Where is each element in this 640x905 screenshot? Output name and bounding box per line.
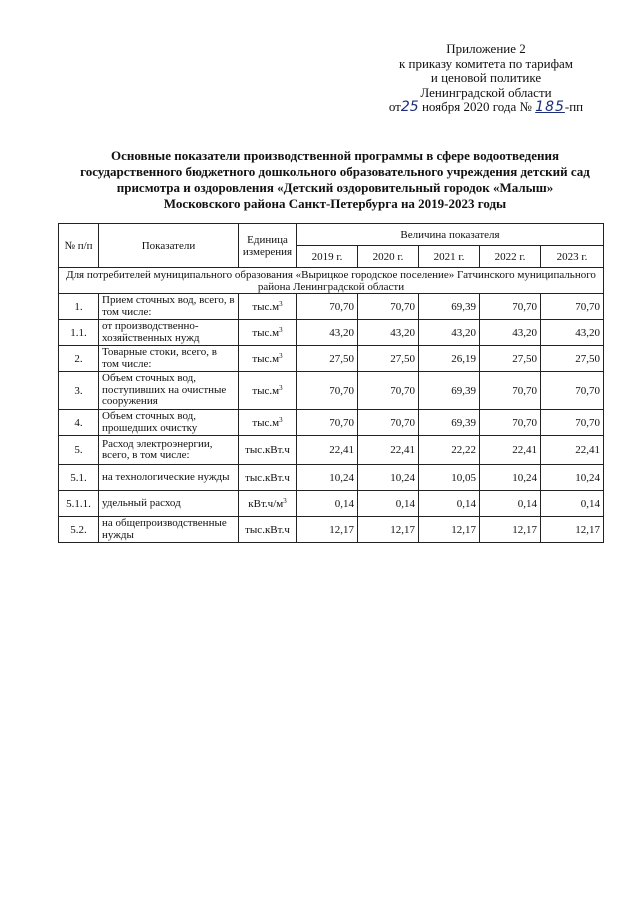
row-value: 43,20 (358, 320, 419, 346)
row-name: Товарные стоки, всего, в том числе: (99, 346, 239, 372)
row-value: 70,70 (541, 294, 604, 320)
row-value: 12,17 (358, 517, 419, 543)
table-row (59, 517, 604, 543)
order-middle: ноября 2020 года № (421, 99, 532, 114)
indicators-table (58, 223, 604, 543)
row-value: 70,70 (297, 294, 358, 320)
title-line-3: присмотра и оздоровления «Детский оздоровительный городок «Малыш» (116, 180, 554, 195)
header-unit: Единица измерения (239, 224, 297, 268)
row-unit: $тыс.м^3$ (239, 372, 297, 410)
table-row (59, 346, 604, 372)
row-value: 27,50 (541, 346, 604, 372)
row-unit: тыс.кВт.ч (239, 517, 297, 543)
attachment-line-2: к приказу комитета по тарифам (398, 55, 574, 71)
header-values: Величина показателя (297, 224, 604, 246)
row-unit: $тыс.м^3$ (239, 410, 297, 436)
title-line-2: государственного бюджетного дошкольного образовательного учреждения детский сад (80, 164, 590, 179)
row-name: Объем сточных вод, поступивших на очистные сооружения (99, 372, 239, 410)
row-value: 22,41 (541, 436, 604, 465)
row-num: 3. (59, 372, 99, 410)
row-value: 43,20 (419, 320, 480, 346)
row-value: 12,17 (480, 517, 541, 543)
row-num: 5.2. (59, 517, 99, 543)
row-num: 5. (59, 436, 99, 465)
header-year: 2020 г. (358, 246, 419, 268)
row-value: 69,39 (419, 294, 480, 320)
attachment-line-1: Приложение 2 (446, 41, 526, 56)
row-value: 70,70 (480, 372, 541, 410)
header-year: 2021 г. (419, 246, 480, 268)
row-value: 0,14 (419, 491, 480, 517)
row-name: от производственно-хозяйственных нужд (99, 320, 239, 346)
row-num: 4. (59, 410, 99, 436)
row-unit: тыс.кВт.ч (239, 436, 297, 465)
table-row (59, 320, 604, 346)
row-value: 0,14 (541, 491, 604, 517)
row-value: 0,14 (297, 491, 358, 517)
row-value: 22,41 (297, 436, 358, 465)
row-value: 43,20 (480, 320, 541, 346)
title-line-1: Основные показатели производственной программы в сфере водоотведения (111, 148, 559, 163)
attachment-line-4: Ленинградской области (420, 84, 552, 100)
row-name: Расход электроэнергии, всего, в том числе: (99, 436, 239, 465)
order-prefix: от (388, 99, 401, 114)
header-year: 2022 г. (480, 246, 541, 268)
row-value: 10,24 (297, 465, 358, 491)
row-value: 10,24 (358, 465, 419, 491)
header-year: 2023 г. (541, 246, 604, 268)
table-row (59, 294, 604, 320)
row-value: 69,39 (419, 410, 480, 436)
row-value: 27,50 (358, 346, 419, 372)
group-row: Для потребителей муниципального образования «Вырицкое городское поселение» Гатчинского муниципального района Ленинградской области (59, 268, 604, 294)
row-value: 10,24 (541, 465, 604, 491)
row-num: 1.1. (59, 320, 99, 346)
header-num: № п/п (59, 224, 99, 268)
row-value: 69,39 (419, 372, 480, 410)
table-row (59, 372, 604, 410)
table-row (59, 491, 604, 517)
row-unit: тыс.кВт.ч (239, 465, 297, 491)
row-value: 70,70 (358, 294, 419, 320)
attachment-block (376, 42, 596, 115)
order-day-handwritten: 25 (400, 99, 419, 115)
row-value: 10,05 (419, 465, 480, 491)
row-unit: $тыс.м^3$ (239, 320, 297, 346)
row-value: 43,20 (297, 320, 358, 346)
row-num: 5.1.1. (59, 491, 99, 517)
header-year: 2019 г. (297, 246, 358, 268)
row-num: 5.1. (59, 465, 99, 491)
row-value: 12,17 (419, 517, 480, 543)
row-name: Прием сточных вод, всего, в том числе: (99, 294, 239, 320)
row-value: 70,70 (541, 372, 604, 410)
row-value: 70,70 (480, 294, 541, 320)
table-row (59, 465, 604, 491)
row-num: 1. (59, 294, 99, 320)
row-value: 22,41 (480, 436, 541, 465)
row-value: 0,14 (358, 491, 419, 517)
table-row (59, 410, 604, 436)
title-line-4: Московского района Санкт-Петербурга на 2019-2023 годы (163, 196, 507, 211)
row-value: 22,22 (419, 436, 480, 465)
row-name: на общепроизводственные нужды (99, 517, 239, 543)
row-value: 43,20 (541, 320, 604, 346)
row-value: 0,14 (480, 491, 541, 517)
row-unit: $кВт.ч/м^3$ (239, 491, 297, 517)
order-suffix: -пп (564, 99, 584, 114)
row-name: на технологические нужды (99, 465, 239, 491)
order-number-handwritten: 185 (535, 99, 565, 115)
row-value: 70,70 (541, 410, 604, 436)
row-value: 70,70 (358, 372, 419, 410)
row-value: 70,70 (297, 372, 358, 410)
row-value: 12,17 (541, 517, 604, 543)
row-value: 10,24 (480, 465, 541, 491)
document-title (80, 148, 590, 212)
row-value: 70,70 (480, 410, 541, 436)
attachment-line-3: и ценовой политике (430, 70, 542, 85)
row-unit: $тыс.м^3$ (239, 294, 297, 320)
row-value: 27,50 (480, 346, 541, 372)
row-name: Объем сточных вод, прошедших очистку (99, 410, 239, 436)
header-indicator: Показатели (99, 224, 239, 268)
order-reference (376, 100, 596, 115)
row-unit: $тыс.м^3$ (239, 346, 297, 372)
row-value: 70,70 (297, 410, 358, 436)
row-value: 70,70 (358, 410, 419, 436)
row-value: 12,17 (297, 517, 358, 543)
table-row (59, 436, 604, 465)
row-name: удельный расход (99, 491, 239, 517)
row-value: 26,19 (419, 346, 480, 372)
row-value: 27,50 (297, 346, 358, 372)
row-value: 22,41 (358, 436, 419, 465)
row-num: 2. (59, 346, 99, 372)
